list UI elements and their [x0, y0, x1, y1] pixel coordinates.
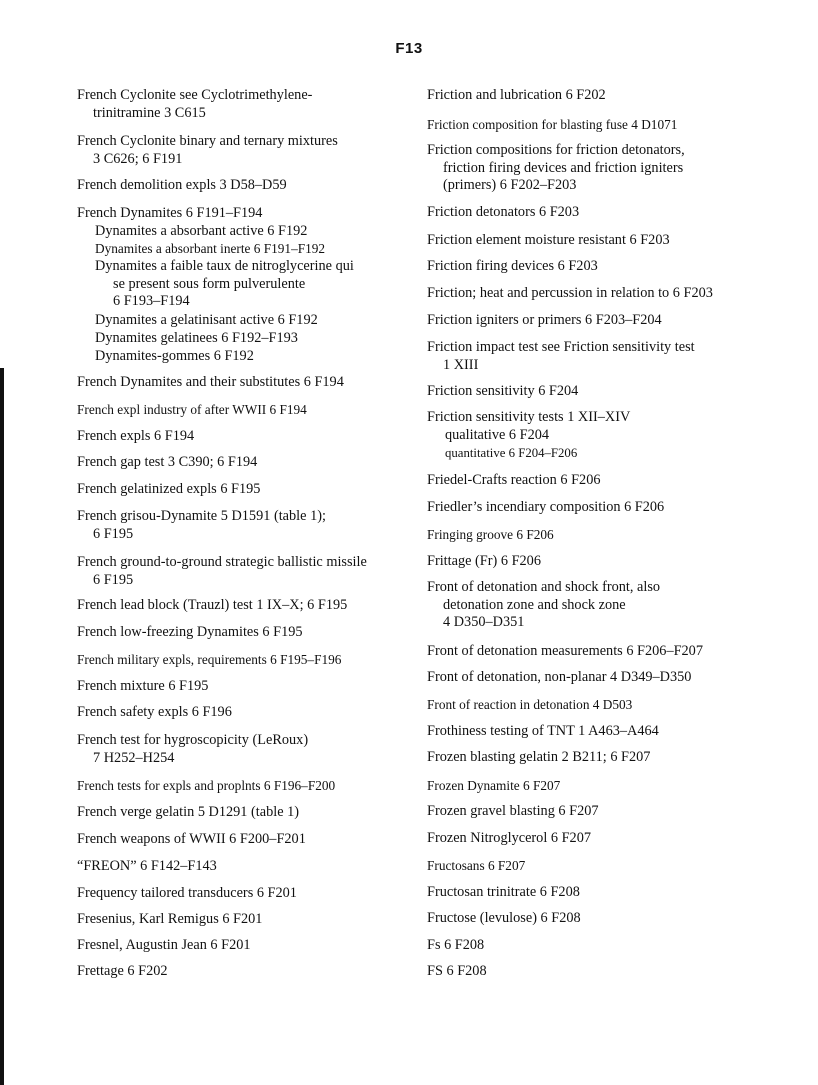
right-index-entry	[427, 232, 802, 250]
index-entry-line: Front of reaction in detonation 4 D503	[427, 697, 633, 712]
left-index-entry	[77, 401, 407, 419]
index-entry-line: 4 D350–D351	[443, 614, 525, 630]
index-entry-line: Frozen gravel blasting 6 F207	[427, 803, 599, 819]
right-index-entry	[427, 445, 802, 463]
index-entry-line: French Cyclonite see Cyclotrimethylene-	[77, 87, 313, 103]
left-index-entry	[77, 554, 407, 589]
right-index-entry	[427, 142, 802, 195]
page-title: F13	[395, 40, 423, 57]
index-entry-line: French gelatinized expls 6 F195	[77, 481, 261, 497]
left-index-entry	[77, 240, 407, 258]
right-index-entry	[427, 669, 802, 687]
index-entry-line: Fresnel, Augustin Jean 6 F201	[77, 937, 251, 953]
index-entry-line: detonation zone and shock zone	[443, 596, 626, 613]
right-index-entry	[427, 937, 802, 955]
right-index-entry	[427, 963, 802, 981]
index-entry-line: 1 XIII	[443, 356, 479, 373]
right-index-entry	[427, 409, 802, 427]
right-index-entry	[427, 499, 802, 517]
index-entry-line: (primers) 6 F202–F203	[443, 177, 577, 193]
index-entry-line: Frittage (Fr) 6 F206	[427, 553, 541, 569]
left-index-entry	[77, 804, 407, 822]
right-index-entry	[427, 643, 802, 661]
left-index-entry	[77, 704, 407, 722]
left-index-entry	[77, 963, 407, 981]
left-index-entry	[77, 481, 407, 499]
right-index-entry	[427, 87, 802, 105]
right-index-entry	[427, 723, 802, 741]
index-entry-line: French Cyclonite binary and ternary mixtures	[77, 133, 338, 149]
index-entry-line: trinitramine 3 C615	[93, 104, 206, 121]
index-entry-line: “FREON” 6 F142–F143	[77, 858, 217, 874]
index-entry-line: qualitative 6 F204	[445, 427, 550, 443]
right-index-entry	[427, 312, 802, 330]
right-index-entry	[427, 339, 802, 374]
left-index-entry	[77, 597, 407, 615]
index-entry-line: Frequency tailored transducers 6 F201	[77, 885, 297, 901]
index-entry-line: 6 F195	[93, 525, 134, 542]
index-entry-line: French grisou-Dynamite 5 D1591 (table 1);	[77, 508, 326, 524]
right-index-entry	[427, 884, 802, 902]
left-index-entry	[77, 508, 407, 543]
left-index-entry	[77, 777, 407, 795]
right-index-entry	[427, 777, 802, 795]
left-index-entry	[77, 205, 407, 223]
right-index-entry	[427, 472, 802, 490]
index-entry-line: Dynamites a absorbant active 6 F192	[95, 223, 308, 239]
index-entry-line: Fructosan trinitrate 6 F208	[427, 884, 580, 900]
index-entry-line: French gap test 3 C390; 6 F194	[77, 454, 258, 470]
right-index-entry	[427, 285, 802, 303]
index-entry-line: French ground-to-ground strategic ballistic missile	[77, 554, 367, 570]
right-index-entry	[427, 553, 802, 571]
index-entry-line: Front of detonation measurements 6 F206–F207	[427, 643, 703, 659]
index-entry-line: Frothiness testing of TNT 1 A463–A464	[427, 723, 659, 739]
index-entry-line: 6 F193–F194	[113, 293, 190, 309]
index-entry-line: Friction detonators 6 F203	[427, 204, 580, 220]
left-index-entry	[77, 911, 407, 929]
index-entry-line: quantitative 6 F204–F206	[445, 446, 578, 460]
index-entry-line: friction firing devices and friction igniters	[443, 159, 684, 176]
right-index-entry	[427, 383, 802, 401]
left-index-entry	[77, 374, 407, 392]
index-entry-line: Friction firing devices 6 F203	[427, 258, 598, 274]
index-entry-line: Fructose (levulose) 6 F208	[427, 910, 581, 926]
index-entry-line: Friction sensitivity 6 F204	[427, 383, 579, 399]
left-index-entry	[77, 312, 407, 330]
right-index-entry	[427, 204, 802, 222]
index-entry-line: French safety expls 6 F196	[77, 704, 232, 720]
index-entry-line: French Dynamites 6 F191–F194	[77, 205, 263, 221]
index-entry-line: 3 C626; 6 F191	[93, 150, 183, 167]
index-entry-line: Friction igniters or primers 6 F203–F204	[427, 312, 662, 328]
right-index-entry	[427, 579, 802, 632]
right-index-entry	[427, 258, 802, 276]
left-index-entry	[77, 223, 407, 241]
left-index-entry	[77, 678, 407, 696]
index-entry-line: French verge gelatin 5 D1291 (table 1)	[77, 804, 300, 820]
left-index-entry	[77, 454, 407, 472]
index-entry-line: Front of detonation, non-planar 4 D349–D350	[427, 669, 692, 685]
index-entry-line: Dynamites a gelatinisant active 6 F192	[95, 312, 318, 328]
index-entry-line: Dynamites a absorbant inerte 6 F191–F192	[95, 241, 326, 256]
left-index-entry	[77, 348, 407, 366]
index-entry-line: French expls 6 F194	[77, 428, 195, 444]
index-entry-line: Friction and lubrication 6 F202	[427, 87, 606, 103]
index-entry-line: French expl industry of after WWII 6 F194	[77, 402, 307, 417]
right-index-entry	[427, 749, 802, 767]
index-entry-line: French demolition expls 3 D58–D59	[77, 177, 287, 193]
left-index-entry	[77, 831, 407, 849]
right-index-entry	[427, 427, 802, 445]
index-entry-line: 7 H252–H254	[93, 749, 175, 766]
left-index-entry	[77, 177, 407, 195]
right-index-entry	[427, 910, 802, 928]
index-entry-line: Fringing groove 6 F206	[427, 527, 554, 542]
index-entry-line: French lead block (Trauzl) test 1 IX–X; 6 F195	[77, 597, 348, 613]
index-entry-line: Frozen Nitroglycerol 6 F207	[427, 830, 591, 846]
left-index-entry	[77, 330, 407, 348]
index-entry-line: Friction; heat and percussion in relation to 6 F203	[427, 285, 713, 301]
index-entry-line: Dynamites gelatinees 6 F192–F193	[95, 330, 298, 346]
left-index-entry	[77, 428, 407, 446]
index-entry-line: French Dynamites and their substitutes 6 F194	[77, 374, 344, 390]
left-index-entry	[77, 624, 407, 642]
index-entry-line: se present sous form pulverulente	[113, 275, 306, 292]
index-entry-line: Fs 6 F208	[427, 937, 485, 953]
right-index-entry	[427, 696, 802, 714]
index-entry-line: French test for hygroscopicity (LeRoux)	[77, 732, 309, 748]
index-entry-line: Friction impact test see Friction sensitivity test	[427, 339, 695, 355]
left-index-entry	[77, 937, 407, 955]
left-index-entry	[77, 87, 407, 122]
index-entry-line: French mixture 6 F195	[77, 678, 209, 694]
index-entry-line: Friction compositions for friction detonators,	[427, 142, 685, 158]
index-entry-line: Friction composition for blasting fuse 4 D1071	[427, 117, 678, 132]
left-index-entry	[77, 133, 407, 168]
index-entry-line: 6 F195	[93, 571, 134, 588]
index-entry-line: Fructosans 6 F207	[427, 858, 526, 873]
index-entry-line: Friedler’s incendiary composition 6 F206	[427, 499, 665, 515]
index-entry-line: French weapons of WWII 6 F200–F201	[77, 831, 306, 847]
index-entry-line: Fresenius, Karl Remigus 6 F201	[77, 911, 263, 927]
index-entry-line: Front of detonation and shock front, also	[427, 579, 661, 595]
right-index-entry	[427, 526, 802, 544]
index-entry-line: Frozen Dynamite 6 F207	[427, 778, 561, 793]
index-entry-line: Frettage 6 F202	[77, 963, 168, 979]
index-entry-line: FS 6 F208	[427, 963, 487, 979]
right-index-entry	[427, 830, 802, 848]
index-entry-line: Frozen blasting gelatin 2 B211; 6 F207	[427, 749, 651, 765]
left-index-entry	[77, 258, 407, 311]
index-entry-line: Friction sensitivity tests 1 XII–XIV	[427, 409, 631, 425]
index-entry-line: French military expls, requirements 6 F195–F196	[77, 652, 342, 667]
index-entry-line: French tests for expls and proplnts 6 F196–F200	[77, 778, 336, 793]
left-index-entry	[77, 732, 407, 767]
left-index-entry	[77, 885, 407, 903]
index-entry-line: Dynamites-gommes 6 F192	[95, 348, 254, 364]
index-entry-line: French low-freezing Dynamites 6 F195	[77, 624, 303, 640]
index-entry-line: Friedel-Crafts reaction 6 F206	[427, 472, 601, 488]
left-index-entry	[77, 651, 407, 669]
left-index-entry	[77, 858, 407, 876]
index-entry-line: Dynamites a faible taux de nitroglycerine qui	[95, 258, 354, 274]
right-index-entry	[427, 857, 802, 875]
scan-edge-bar	[0, 368, 4, 1085]
right-index-entry	[427, 116, 802, 134]
right-index-entry	[427, 803, 802, 821]
index-entry-line: Friction element moisture resistant 6 F203	[427, 232, 670, 248]
